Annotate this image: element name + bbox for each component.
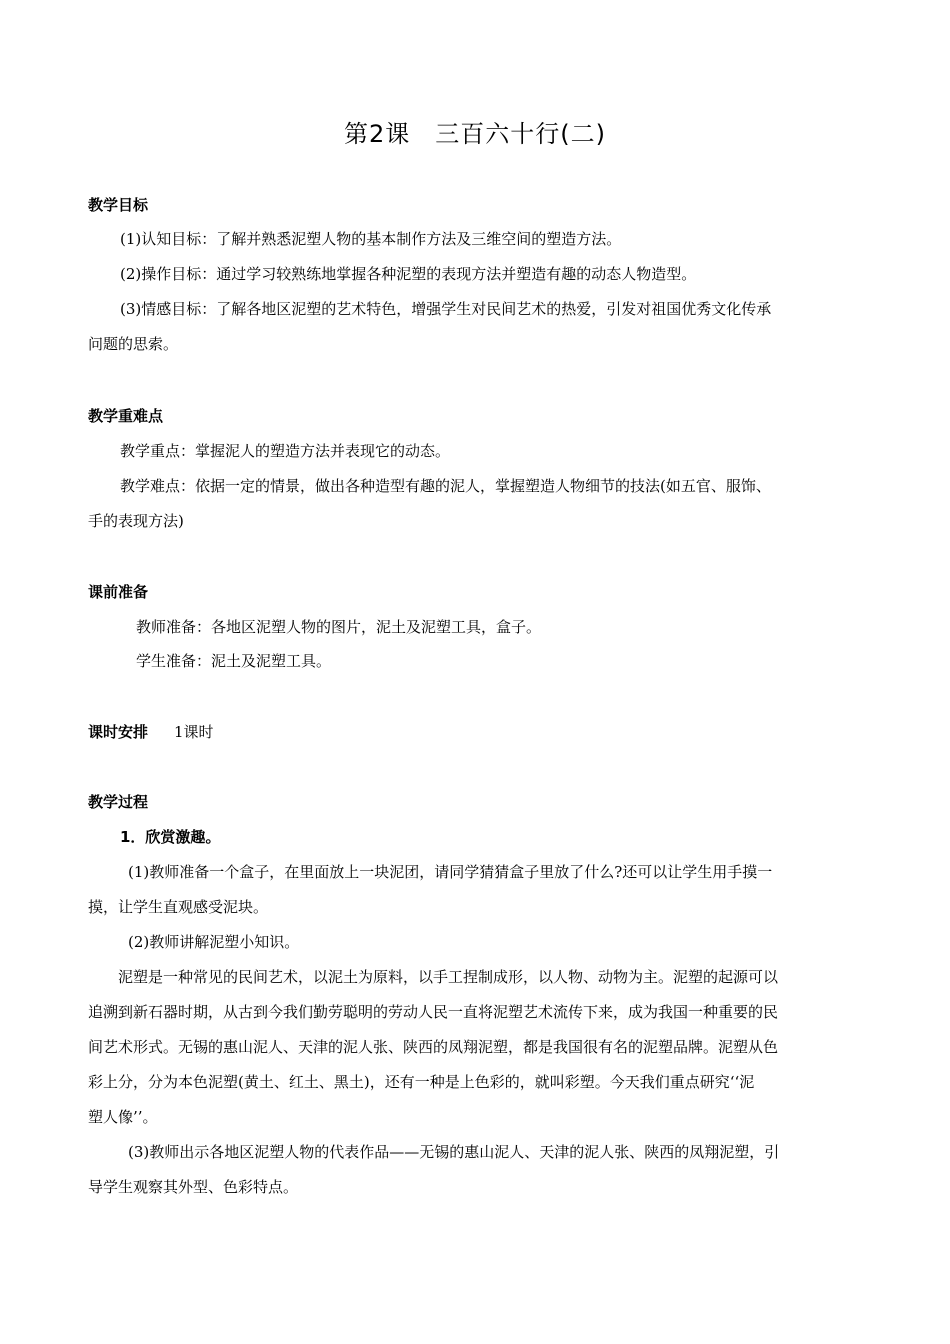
goal-cognitive: (1)认知目标：了解并熟悉泥塑人物的基本制作方法及三维空间的塑造方法。 xyxy=(120,230,622,248)
process-para3-line1: 泥塑是一种常见的民间艺术，以泥土为原料，以手工捏制成形，以人物、动物为主。泥塑的起源可以 xyxy=(118,968,779,986)
schedule-row xyxy=(88,720,866,744)
process-para4-line1: (3)教师出示各地区泥塑人物的代表作品——无锡的惠山泥人、天津的泥人张、陕西的凤翔泥塑，引 xyxy=(128,1143,780,1161)
section-heading-prep: 课前准备 xyxy=(88,583,149,601)
goal-emotion-line2: 问题的思索。 xyxy=(88,335,179,353)
keypoint-difficulty-line1: 教学难点：依据一定的情景，做出各种造型有趣的泥人，掌握塑造人物细节的技法(如五官、服饰、 xyxy=(120,477,771,495)
section-heading-goals: 教学目标 xyxy=(88,196,149,214)
process-step1-title: 1．欣赏激趣。 xyxy=(120,828,221,846)
process-para3-line4: 彩上分，分为本色泥塑(黄土、红土、黑土)，还有一种是上色彩的，就叫彩塑。今天我们重点研究‘‘泥 xyxy=(88,1073,755,1091)
process-para1-line1: (1)教师准备一个盒子，在里面放上一块泥团，请同学猜猜盒子里放了什么?还可以让学生用手摸一 xyxy=(128,863,773,881)
keypoint-difficulty-line2: 手的表现方法) xyxy=(88,512,184,530)
section-heading-keypoints: 教学重难点 xyxy=(88,407,164,425)
section-heading-process: 教学过程 xyxy=(88,793,149,811)
prep-teacher: 教师准备：各地区泥塑人物的图片，泥土及泥塑工具，盒子。 xyxy=(136,618,542,636)
process-para3-line2: 追溯到新石器时期，从古到今我们勤劳聪明的劳动人民一直将泥塑艺术流传下来，成为我国一种重要的民 xyxy=(88,1003,779,1021)
keypoint-focus: 教学重点：掌握泥人的塑造方法并表现它的动态。 xyxy=(120,442,451,460)
schedule-value: 1课时 xyxy=(174,723,214,741)
process-para4-line2: 导学生观察其外型、色彩特点。 xyxy=(88,1178,299,1196)
process-para3-line3: 间艺术形式。无锡的惠山泥人、天津的泥人张、陕西的凤翔泥塑，都是我国很有名的泥塑品牌。泥塑从色 xyxy=(88,1038,779,1056)
process-para3-line5: 塑人像’’。 xyxy=(88,1108,158,1126)
process-para1-line2: 摸，让学生直观感受泥块。 xyxy=(88,898,269,916)
goal-emotion-line1: (3)情感目标：了解各地区泥塑的艺术特色，增强学生对民间艺术的热爱，引发对祖国优秀文化传承 xyxy=(120,300,772,318)
goal-operation: (2)操作目标：通过学习较熟练地掌握各种泥塑的表现方法并塑造有趣的动态人物造型。 xyxy=(120,265,697,283)
lesson-title: 第2课 三百六十行(二) xyxy=(344,120,606,148)
section-heading-schedule: 课时安排 xyxy=(88,723,149,741)
prep-student: 学生准备：泥土及泥塑工具。 xyxy=(136,652,332,670)
process-para2: (2)教师讲解泥塑小知识。 xyxy=(128,933,300,951)
